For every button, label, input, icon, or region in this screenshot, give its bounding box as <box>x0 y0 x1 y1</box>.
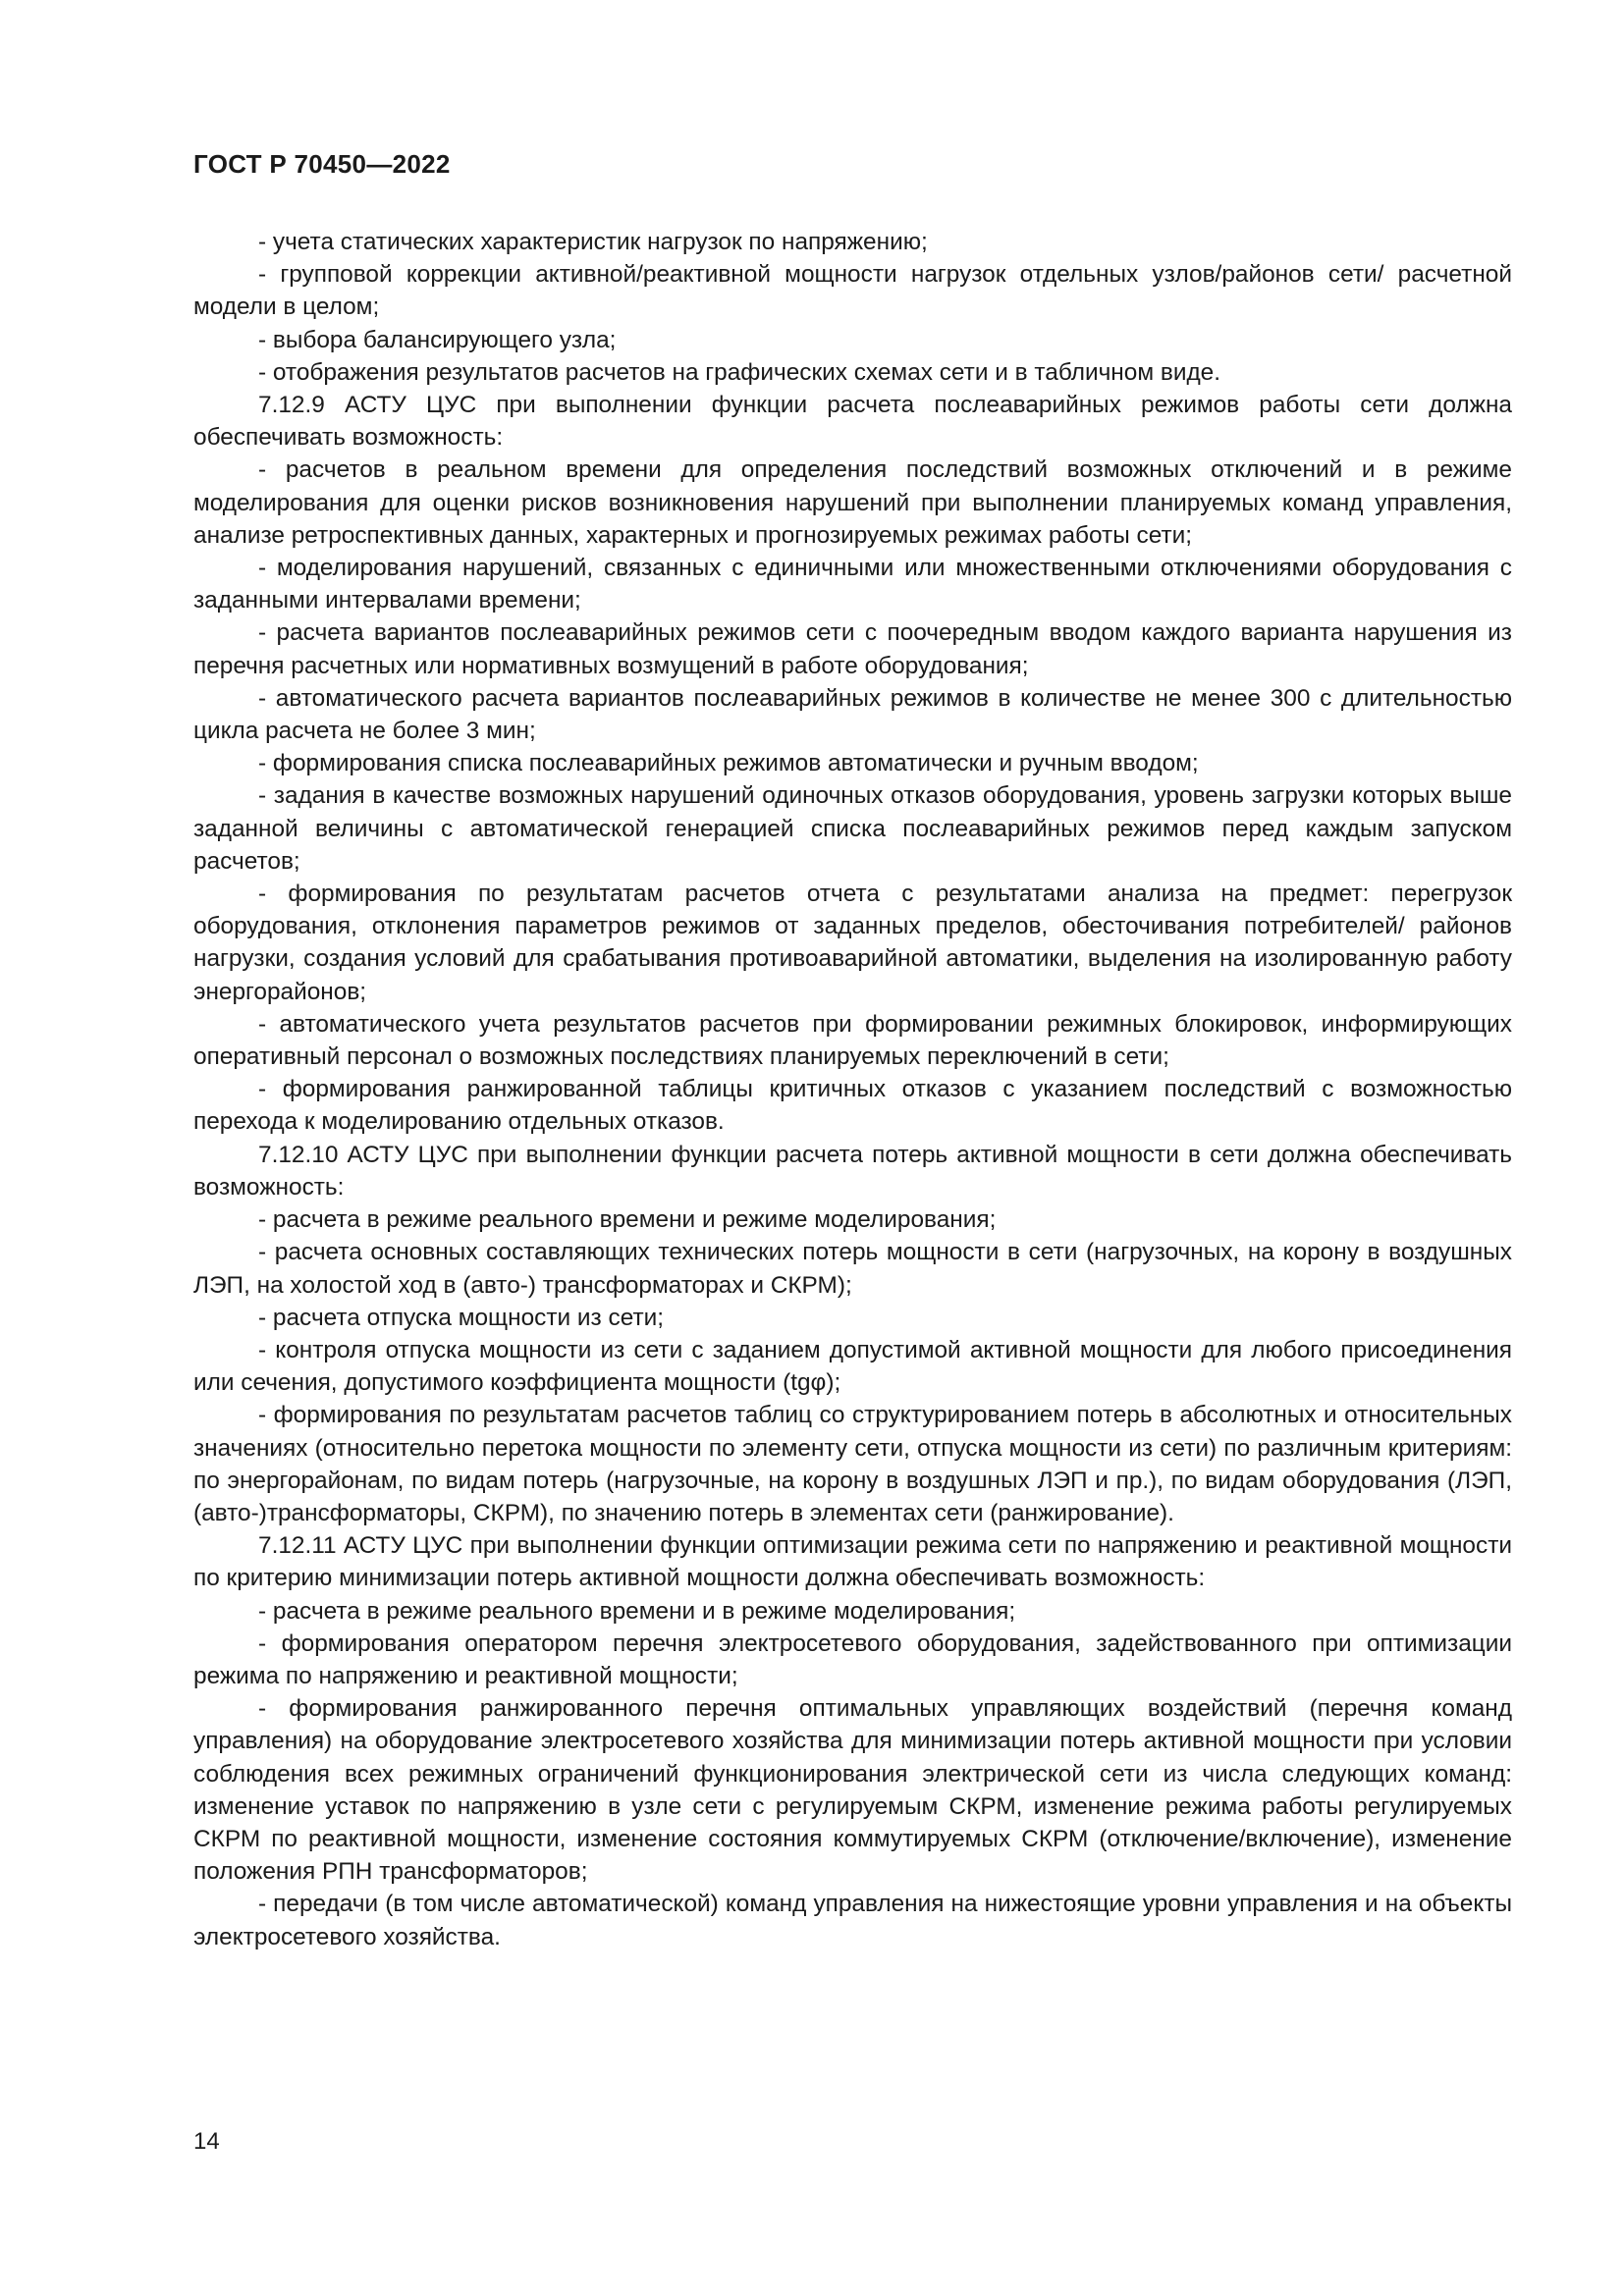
paragraph: - выбора балансирующего узла; <box>258 326 617 353</box>
section-paragraph: 7.12.9 АСТУ ЦУС при выполнении функции расчета послеаварийных режимов работы сети должна обеспечивать возможность: <box>193 392 1512 452</box>
paragraph: - расчета в режиме реального времени и режиме моделирования; <box>258 1206 997 1234</box>
section-paragraph: 7.12.11 АСТУ ЦУС при выполнении функции оптимизации режима сети по напряжению и реактивной мощности по критерию минимизации потерь активной мощности должна обеспечивать возможность: <box>193 1532 1512 1592</box>
paragraph: - учета статических характеристик нагрузок по напряжению; <box>258 229 928 255</box>
paragraph: - отображения результатов расчетов на графических схемах сети и в табличном виде. <box>258 358 1221 386</box>
paragraph: - расчетов в реальном времени для определения последствий возможных отключений и в режиме моделирования для оценки рисков возникновения нарушений при выполнении планируемых команд управления, анализе ретроспективных данных, характерных и прогнозируемых режимах работы сети; <box>193 456 1512 549</box>
paragraph: - расчета основных составляющих технических потерь мощности в сети (нагрузочных, на корону в воздушных ЛЭП, на холостой ход в (авто-) трансформаторах и СКРМ); <box>193 1239 1512 1299</box>
paragraph: - задания в качестве возможных нарушений одиночных отказов оборудования, уровень загрузки которых выше заданной величины с автоматической генерацией списка послеаварийных режимов перед каждым запуском расчетов; <box>193 782 1512 875</box>
paragraph: - моделирования нарушений, связанных с единичными или множественными отключениями оборудования с заданными интервалами времени; <box>193 555 1512 614</box>
paragraph: - расчета в режиме реального времени и в режиме моделирования; <box>258 1597 1016 1625</box>
paragraph: - формирования ранжированной таблицы критичных отказов с указанием последствий с возможностью перехода к моделированию отдельных отказов. <box>193 1076 1512 1136</box>
section-paragraph: 7.12.10 АСТУ ЦУС при выполнении функции расчета потерь активной мощности в сети должна обеспечивать возможность: <box>193 1141 1512 1201</box>
document-body <box>193 226 1512 1953</box>
paragraph: - формирования по результатам расчетов отчета с результатами анализа на предмет: перегрузок оборудования, отклонения параметров режимов от заданных пределов, обесточивания потребителей/ районов нагрузки, создания условий для срабатывания противоаварийной автоматики, выделения на изолированную работу энергорайонов; <box>193 881 1512 1005</box>
paragraph: - формирования ранжированного перечня оптимальных управляющих воздействий (перечня команд управления) на оборудование электросетевого хозяйства для минимизации потерь активной мощности при условии соблюдения всех режимных ограничений функционирования электрической сети из числа следующих команд: изменение уставок по напряжению в узле сети с регулируемым СКРМ, изменение режима работы регулируемых СКРМ по реактивной мощности, изменение состояния коммутируемых СКРМ (отключение/включение), изменение положения РПН трансформаторов; <box>193 1695 1512 1886</box>
paragraph: - автоматического учета результатов расчетов при формировании режимных блокировок, информирующих оперативный персонал о возможных последствиях планируемых переключений в сети; <box>193 1010 1512 1071</box>
paragraph: - передачи (в том числе автоматической) команд управления на нижестоящие уровни управления и на объекты электросетевого хозяйства. <box>193 1891 1512 1950</box>
paragraph: - контроля отпуска мощности из сети с заданием допустимой активной мощности для любого присоединения или сечения, допустимого коэффициента мощности (tgφ); <box>193 1336 1512 1397</box>
paragraph: - расчета вариантов послеаварийных режимов сети с поочередным вводом каждого варианта нарушения из перечня расчетных или нормативных возмущений в работе оборудования; <box>193 619 1512 679</box>
page-number: 14 <box>193 2128 220 2155</box>
paragraph: - расчета отпуска мощности из сети; <box>258 1304 665 1331</box>
paragraph: - формирования оператором перечня электросетевого оборудования, задействованного при оптимизации режима по напряжению и реактивной мощности; <box>193 1629 1512 1689</box>
paragraph: - формирования списка послеаварийных режимов автоматически и ручным вводом; <box>258 750 1199 777</box>
paragraph: - автоматического расчета вариантов послеаварийных режимов в количестве не менее 300 с длительностью цикла расчета не более 3 мин; <box>193 684 1512 745</box>
paragraph: - формирования по результатам расчетов таблиц со структурированием потерь в абсолютных и относительных значениях (относительно перетока мощности по элементу сети, отпуска мощности из сети) по различным критериям: по энергорайонам, по видам потерь (нагрузочные, на корону в воздушных ЛЭП и пр.), по видам оборудования (ЛЭП, (авто-)трансформаторы, СКРМ), по значению потерь в элементах сети (ранжирование). <box>193 1402 1512 1526</box>
document-header: ГОСТ Р 70450—2022 <box>193 149 451 179</box>
paragraph: - групповой коррекции активной/реактивной мощности нагрузок отдельных узлов/районов сети/ расчетной модели в целом; <box>193 261 1512 321</box>
